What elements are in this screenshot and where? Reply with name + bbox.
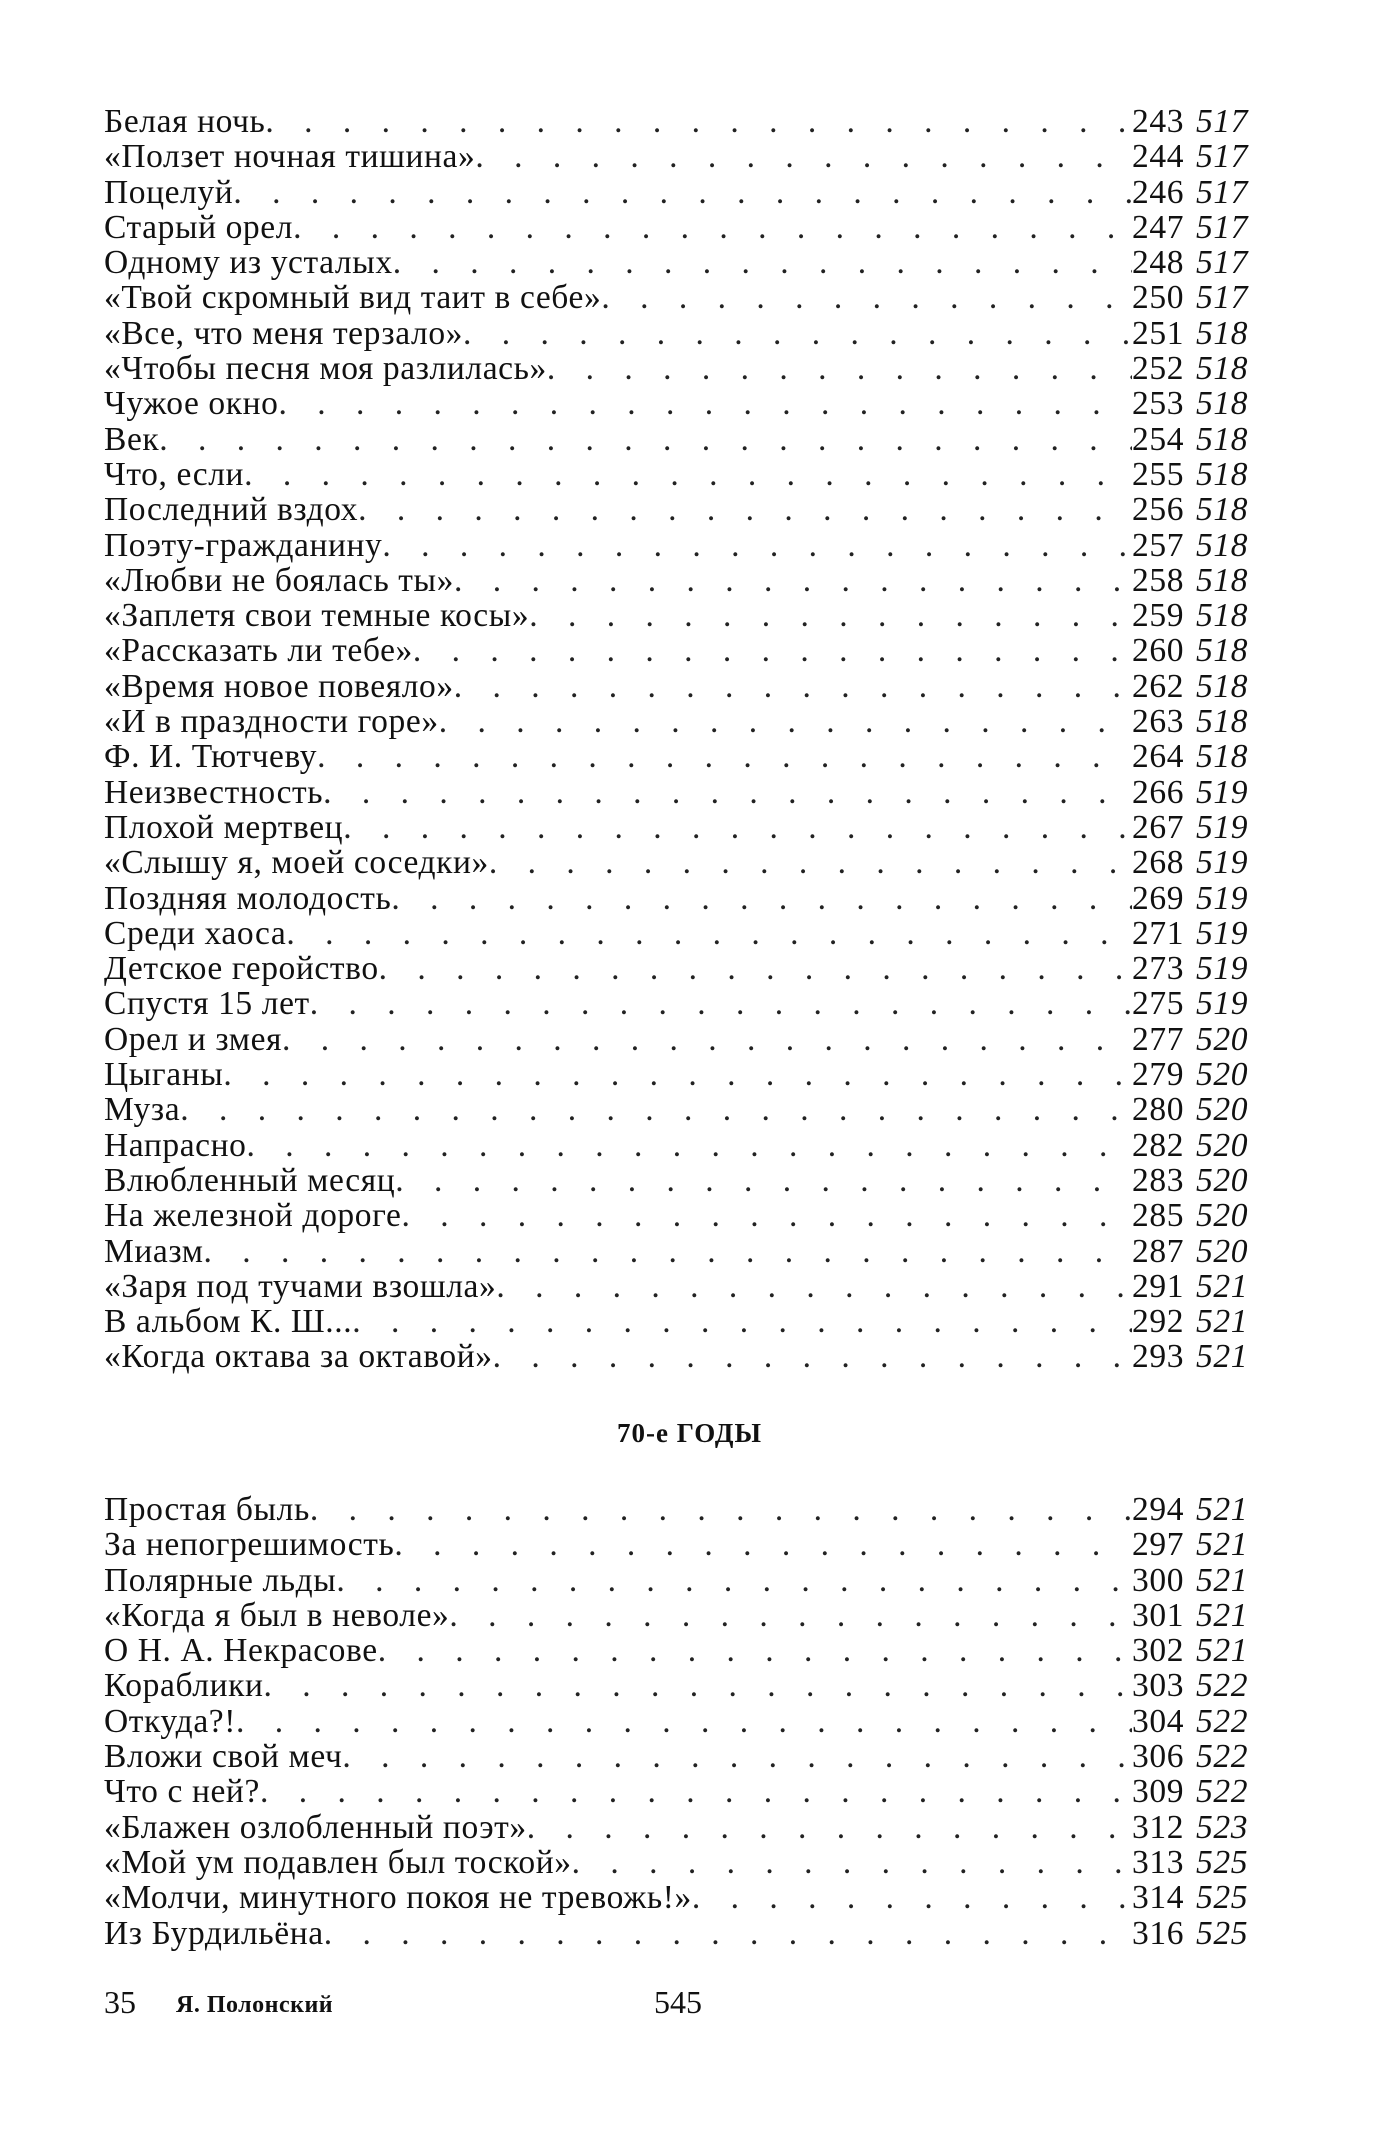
entry-title: «Заплетя свои темные косы» bbox=[104, 598, 530, 634]
entry-page-number: 287 bbox=[1132, 1233, 1185, 1269]
toc-entry bbox=[104, 598, 1260, 633]
entry-title: «Все, что меня терзало» bbox=[104, 315, 464, 352]
entry-title: За непогрешимость bbox=[104, 1527, 395, 1563]
entry-page-number: 283 bbox=[1132, 1162, 1185, 1199]
entry-title: «Слышу я, моей соседки» bbox=[104, 845, 489, 881]
entry-title: Поцелуй bbox=[104, 174, 234, 210]
entry-title: «Блажен озлобленный поэт» bbox=[104, 1809, 527, 1845]
entry-note-page: 519 bbox=[1196, 774, 1249, 810]
entry-note-page: 521 bbox=[1196, 1633, 1249, 1669]
entry-note-page: 517 bbox=[1196, 139, 1249, 175]
toc-entry bbox=[104, 1163, 1260, 1198]
entry-note-page: 521 bbox=[1196, 1268, 1249, 1305]
entry-note-page: 522 bbox=[1196, 1668, 1249, 1704]
toc-entry bbox=[104, 1339, 1260, 1374]
toc-entry bbox=[104, 1739, 1260, 1774]
page-number: 545 bbox=[654, 1984, 702, 2020]
dot-leader bbox=[310, 986, 1132, 1021]
toc-entry bbox=[104, 1492, 1260, 1527]
toc-entry bbox=[104, 1668, 1260, 1703]
entry-page-number: 252 bbox=[1132, 351, 1185, 387]
entry-title: «Твой скромный вид таит в себе» bbox=[104, 280, 602, 316]
dot-leader bbox=[343, 810, 1132, 845]
toc-entry bbox=[104, 633, 1260, 668]
entry-title: Откуда?! bbox=[104, 1703, 237, 1740]
entry-title: Полярные льды bbox=[104, 1562, 337, 1598]
dot-leader bbox=[204, 1234, 1132, 1269]
entry-title: Век bbox=[104, 421, 160, 457]
entry-note-page: 522 bbox=[1196, 1774, 1249, 1810]
entry-page-number: 292 bbox=[1132, 1304, 1185, 1340]
toc-entry bbox=[104, 492, 1260, 527]
dot-leader bbox=[395, 1163, 1132, 1198]
toc-entry bbox=[104, 1598, 1260, 1633]
toc-entry bbox=[104, 775, 1260, 810]
dot-leader bbox=[692, 1880, 1132, 1915]
entry-title: Муза bbox=[104, 1092, 181, 1128]
entry-page-number: 291 bbox=[1132, 1268, 1185, 1305]
signature-name: Я. Полонский bbox=[176, 1992, 334, 2018]
toc-entry bbox=[104, 1198, 1260, 1233]
entry-note-page: 520 bbox=[1196, 1233, 1249, 1269]
entry-title: Чужое окно bbox=[104, 386, 279, 422]
entry-page-number: 251 bbox=[1132, 315, 1185, 352]
entry-page-number: 312 bbox=[1132, 1809, 1185, 1845]
toc-entry bbox=[104, 528, 1260, 563]
entry-page-number: 285 bbox=[1132, 1198, 1185, 1234]
entry-note-page: 518 bbox=[1196, 704, 1249, 740]
entry-page-number: 262 bbox=[1132, 668, 1185, 705]
entry-note-page: 521 bbox=[1196, 1527, 1249, 1563]
entry-title: «Чтобы песня моя разлилась» bbox=[104, 351, 547, 387]
toc-entry bbox=[104, 1563, 1260, 1598]
toc-entry bbox=[104, 881, 1260, 916]
entry-title: «Время новое повеяло» bbox=[104, 668, 454, 705]
entry-page-number: 309 bbox=[1132, 1774, 1185, 1810]
entry-title: На железной дороге bbox=[104, 1198, 402, 1234]
toc-entry bbox=[104, 1704, 1260, 1739]
dot-leader bbox=[413, 633, 1132, 668]
entry-page-number: 314 bbox=[1132, 1880, 1185, 1916]
dot-leader bbox=[394, 1527, 1132, 1562]
dot-leader bbox=[247, 1128, 1132, 1163]
entry-title: Вложи свой меч bbox=[104, 1739, 343, 1775]
entry-page-number: 255 bbox=[1132, 456, 1185, 493]
entry-note-page: 518 bbox=[1196, 492, 1249, 528]
entry-note-page: 518 bbox=[1196, 421, 1249, 457]
toc-entry bbox=[104, 810, 1260, 845]
entry-page-number: 306 bbox=[1132, 1739, 1185, 1775]
entry-note-page: 520 bbox=[1196, 1198, 1249, 1234]
entry-title: Неизвестность bbox=[104, 774, 324, 810]
entry-title: «Заря под тучами взошла» bbox=[104, 1268, 497, 1305]
entry-note-page: 520 bbox=[1196, 1127, 1249, 1163]
entry-title: «Когда я был в неволе» bbox=[104, 1597, 450, 1634]
entry-note-page: 523 bbox=[1196, 1809, 1249, 1845]
dot-leader bbox=[489, 845, 1132, 880]
entry-note-page: 525 bbox=[1196, 1915, 1249, 1951]
toc-entry bbox=[104, 986, 1260, 1021]
entry-page-number: 294 bbox=[1132, 1492, 1185, 1528]
entry-title: Орел и змея bbox=[104, 1021, 283, 1058]
dot-leader bbox=[244, 457, 1132, 492]
entry-title: Поздняя молодость bbox=[104, 880, 392, 916]
dot-leader bbox=[393, 245, 1132, 280]
toc-entry bbox=[104, 280, 1260, 315]
toc-entry bbox=[104, 1092, 1260, 1127]
toc-entry bbox=[104, 563, 1260, 598]
entry-note-page: 518 bbox=[1196, 562, 1249, 599]
dot-leader bbox=[529, 598, 1132, 633]
entry-note-page: 520 bbox=[1196, 1162, 1249, 1199]
entry-page-number: 267 bbox=[1132, 809, 1185, 846]
dot-leader bbox=[454, 563, 1132, 598]
dot-leader bbox=[527, 1810, 1132, 1845]
entry-page-number: 243 bbox=[1132, 104, 1185, 140]
dot-leader bbox=[310, 1492, 1132, 1527]
dot-leader bbox=[493, 1339, 1132, 1374]
entry-note-page: 518 bbox=[1196, 315, 1249, 352]
entry-title: «Любви не боялась ты» bbox=[104, 562, 455, 599]
entry-title: Что с ней? bbox=[104, 1774, 260, 1810]
dot-leader bbox=[401, 1198, 1132, 1233]
dot-leader bbox=[265, 104, 1132, 139]
entry-title: «Молчи, минутного покоя не тревожь!» bbox=[104, 1880, 692, 1916]
dot-leader bbox=[352, 1304, 1132, 1339]
entry-page-number: 259 bbox=[1132, 598, 1185, 634]
entry-page-number: 264 bbox=[1132, 739, 1185, 775]
entry-note-page: 518 bbox=[1196, 527, 1249, 563]
dot-leader bbox=[449, 1598, 1132, 1633]
entry-note-page: 521 bbox=[1196, 1562, 1249, 1598]
entry-note-page: 525 bbox=[1196, 1880, 1249, 1916]
toc-entry bbox=[104, 845, 1260, 880]
dot-leader bbox=[260, 1774, 1132, 1809]
entry-title: Белая ночь bbox=[104, 104, 266, 140]
toc-entry bbox=[104, 316, 1260, 351]
entry-note-page: 525 bbox=[1196, 1844, 1249, 1881]
toc-entry bbox=[104, 1845, 1260, 1880]
entry-page-number: 279 bbox=[1132, 1057, 1185, 1093]
entry-page-number: 266 bbox=[1132, 774, 1185, 810]
dot-leader bbox=[233, 175, 1132, 210]
entry-note-page: 521 bbox=[1196, 1492, 1249, 1528]
entry-page-number: 256 bbox=[1132, 492, 1185, 528]
toc-entry bbox=[104, 916, 1260, 951]
toc-entry bbox=[104, 1810, 1260, 1845]
entry-note-page: 521 bbox=[1196, 1339, 1249, 1375]
dot-leader bbox=[342, 1739, 1132, 1774]
entry-note-page: 517 bbox=[1196, 209, 1249, 246]
dot-leader bbox=[475, 139, 1132, 174]
entry-title: «Когда октава за октавой» bbox=[104, 1339, 493, 1375]
dot-leader bbox=[463, 316, 1132, 351]
toc-entry bbox=[104, 1774, 1260, 1809]
dot-leader bbox=[439, 704, 1132, 739]
dot-leader bbox=[601, 280, 1132, 315]
toc-entry bbox=[104, 1527, 1260, 1562]
entry-title: В альбом К. Ш... bbox=[104, 1304, 353, 1340]
toc-entry bbox=[104, 1633, 1260, 1668]
toc-entry bbox=[104, 104, 1260, 139]
entry-title: Спустя 15 лет bbox=[104, 986, 310, 1022]
dot-leader bbox=[223, 1057, 1132, 1092]
entry-note-page: 517 bbox=[1196, 245, 1249, 281]
entry-page-number: 247 bbox=[1132, 209, 1185, 246]
toc-entry bbox=[104, 245, 1260, 280]
toc-entry bbox=[104, 669, 1260, 704]
entry-title: Поэту-гражданину bbox=[104, 527, 383, 563]
toc-entry bbox=[104, 210, 1260, 245]
entry-page-number: 275 bbox=[1132, 986, 1185, 1022]
entry-note-page: 520 bbox=[1196, 1057, 1249, 1093]
dot-leader bbox=[293, 210, 1132, 245]
entry-page-number: 244 bbox=[1132, 139, 1185, 175]
entry-note-page: 518 bbox=[1196, 633, 1249, 669]
entry-title: Последний вздох bbox=[104, 492, 359, 528]
toc-entry bbox=[104, 1057, 1260, 1092]
entry-page-number: 282 bbox=[1132, 1127, 1185, 1163]
dot-leader bbox=[159, 422, 1132, 457]
toc-entry bbox=[104, 139, 1260, 174]
entry-title: Кораблики bbox=[104, 1668, 264, 1704]
entry-title: Из Бурдильёна bbox=[104, 1915, 324, 1951]
entry-title: Среди хаоса bbox=[104, 915, 287, 952]
entry-note-page: 519 bbox=[1196, 809, 1249, 846]
toc-entry bbox=[104, 1128, 1260, 1163]
entry-title: Что, если bbox=[104, 456, 245, 493]
dot-leader bbox=[236, 1704, 1132, 1739]
toc-section-70s bbox=[104, 1492, 1260, 1951]
entry-page-number: 293 bbox=[1132, 1339, 1185, 1375]
signature-number: 35 bbox=[104, 1984, 136, 2020]
dot-leader bbox=[282, 1022, 1132, 1057]
entry-page-number: 246 bbox=[1132, 174, 1185, 210]
entry-title: «Мой ум подавлен был тоской» bbox=[104, 1844, 572, 1881]
entry-page-number: 269 bbox=[1132, 880, 1185, 916]
toc-entry bbox=[104, 1234, 1260, 1269]
toc-entry bbox=[104, 1269, 1260, 1304]
entry-title: Влюбленный месяц bbox=[104, 1162, 396, 1199]
entry-page-number: 280 bbox=[1132, 1092, 1185, 1128]
entry-page-number: 248 bbox=[1132, 245, 1185, 281]
dot-leader bbox=[572, 1845, 1132, 1880]
entry-title: Напрасно bbox=[104, 1127, 247, 1163]
entry-title: Детское геройство bbox=[104, 951, 379, 987]
entry-page-number: 257 bbox=[1132, 527, 1185, 563]
entry-note-page: 522 bbox=[1196, 1703, 1249, 1740]
entry-note-page: 519 bbox=[1196, 915, 1249, 952]
entry-page-number: 271 bbox=[1132, 915, 1185, 952]
entry-note-page: 519 bbox=[1196, 845, 1249, 881]
entry-note-page: 521 bbox=[1196, 1304, 1249, 1340]
dot-leader bbox=[358, 492, 1132, 527]
toc-section-60s bbox=[104, 104, 1260, 1375]
entry-page-number: 250 bbox=[1132, 280, 1185, 316]
entry-note-page: 522 bbox=[1196, 1739, 1249, 1775]
entry-note-page: 517 bbox=[1196, 104, 1249, 140]
entry-note-page: 521 bbox=[1196, 1597, 1249, 1634]
entry-page-number: 301 bbox=[1132, 1597, 1185, 1634]
entry-note-page: 518 bbox=[1196, 351, 1249, 387]
entry-title: О Н. А. Некрасове bbox=[104, 1633, 378, 1669]
dot-leader bbox=[336, 1563, 1132, 1598]
toc-entry bbox=[104, 351, 1260, 386]
entry-note-page: 517 bbox=[1196, 174, 1249, 210]
entry-note-page: 518 bbox=[1196, 386, 1249, 422]
entry-note-page: 518 bbox=[1196, 598, 1249, 634]
entry-page-number: 300 bbox=[1132, 1562, 1185, 1598]
toc-entry bbox=[104, 1022, 1260, 1057]
dot-leader bbox=[279, 386, 1133, 421]
toc-entry bbox=[104, 175, 1260, 210]
entry-title: Цыганы bbox=[104, 1057, 224, 1093]
entry-page-number: 268 bbox=[1132, 845, 1185, 881]
toc-entry bbox=[104, 1880, 1260, 1915]
entry-page-number: 297 bbox=[1132, 1527, 1185, 1563]
entry-note-page: 518 bbox=[1196, 739, 1249, 775]
entry-page-number: 253 bbox=[1132, 386, 1185, 422]
dot-leader bbox=[323, 775, 1132, 810]
entry-page-number: 260 bbox=[1132, 633, 1185, 669]
entry-page-number: 303 bbox=[1132, 1668, 1185, 1704]
dot-leader bbox=[382, 528, 1132, 563]
dot-leader bbox=[286, 916, 1132, 951]
entry-note-page: 517 bbox=[1196, 280, 1249, 316]
dot-leader bbox=[379, 951, 1132, 986]
entry-page-number: 304 bbox=[1132, 1703, 1185, 1740]
entry-page-number: 302 bbox=[1132, 1633, 1185, 1669]
entry-note-page: 518 bbox=[1196, 456, 1249, 493]
entry-page-number: 263 bbox=[1132, 704, 1185, 740]
toc-entry bbox=[104, 457, 1260, 492]
entry-note-page: 518 bbox=[1196, 668, 1249, 705]
entry-page-number: 277 bbox=[1132, 1021, 1185, 1058]
dot-leader bbox=[180, 1092, 1132, 1127]
entry-title: «Рассказать ли тебе» bbox=[104, 633, 413, 669]
toc-entry bbox=[104, 1916, 1260, 1951]
entry-note-page: 519 bbox=[1196, 986, 1249, 1022]
entry-page-number: 316 bbox=[1132, 1915, 1185, 1951]
entry-note-page: 519 bbox=[1196, 951, 1249, 987]
entry-title: Ф. И. Тютчеву bbox=[104, 739, 318, 775]
dot-leader bbox=[547, 351, 1132, 386]
entry-note-page: 520 bbox=[1196, 1092, 1249, 1128]
entry-page-number: 254 bbox=[1132, 421, 1185, 457]
dot-leader bbox=[496, 1269, 1132, 1304]
entry-title: Одному из усталых bbox=[104, 245, 393, 281]
entry-title: Плохой мертвец bbox=[104, 809, 344, 846]
entry-page-number: 313 bbox=[1132, 1844, 1185, 1881]
toc-entry bbox=[104, 704, 1260, 739]
toc-entry bbox=[104, 422, 1260, 457]
entry-title: «Ползет ночная тишина» bbox=[104, 139, 476, 175]
entry-title: «И в праздности горе» bbox=[104, 704, 439, 740]
dot-leader bbox=[317, 739, 1132, 774]
entry-note-page: 520 bbox=[1196, 1021, 1249, 1058]
page-footer bbox=[104, 1984, 1260, 2024]
entry-page-number: 258 bbox=[1132, 562, 1185, 599]
dot-leader bbox=[391, 881, 1132, 916]
entry-title: Старый орел bbox=[104, 209, 294, 246]
entry-title: Миазм bbox=[104, 1233, 204, 1269]
toc-entry bbox=[104, 951, 1260, 986]
dot-leader bbox=[324, 1916, 1132, 1951]
section-heading: 70-е ГОДЫ bbox=[617, 1418, 762, 1448]
entry-title: Простая быль bbox=[104, 1492, 310, 1528]
entry-note-page: 519 bbox=[1196, 880, 1249, 916]
dot-leader bbox=[264, 1668, 1132, 1703]
toc-entry bbox=[104, 386, 1260, 421]
entry-page-number: 273 bbox=[1132, 951, 1185, 987]
dot-leader bbox=[378, 1633, 1132, 1668]
toc-entry bbox=[104, 1304, 1260, 1339]
dot-leader bbox=[454, 669, 1132, 704]
toc-entry bbox=[104, 739, 1260, 774]
